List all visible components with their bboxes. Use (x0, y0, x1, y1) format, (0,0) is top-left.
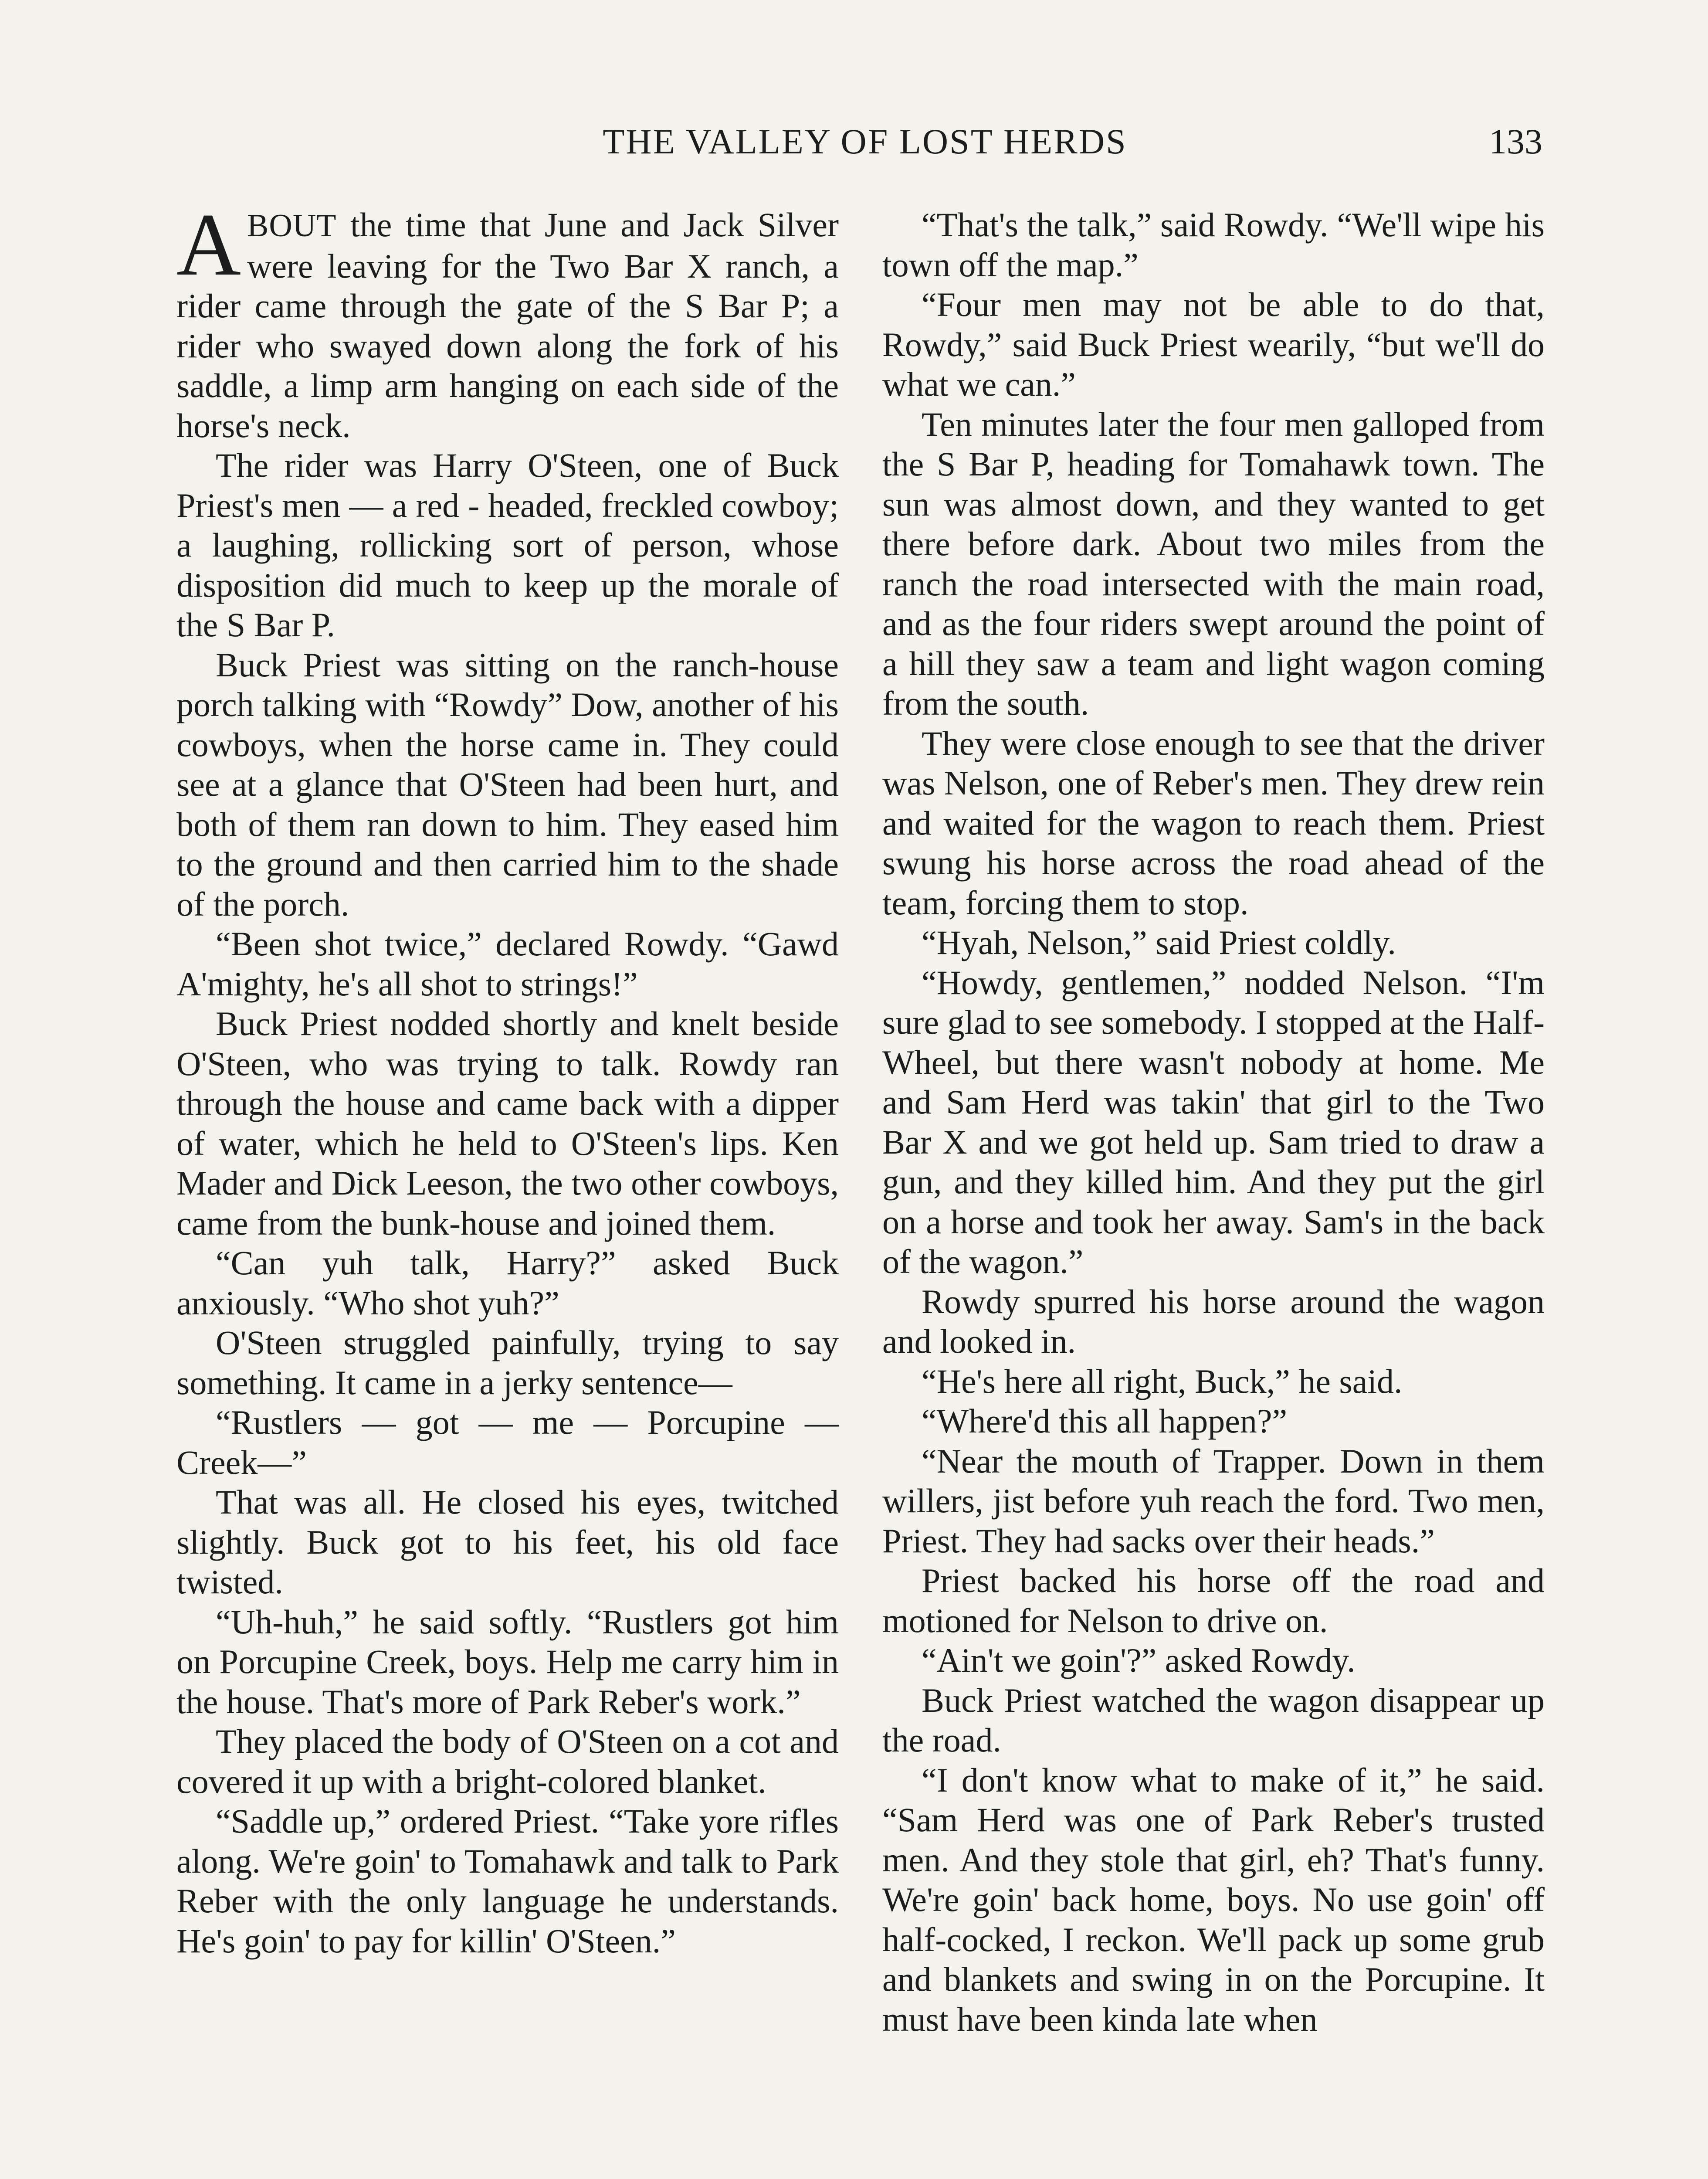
left-column (176, 195, 839, 2179)
paragraph: “Hyah, Nelson,” said Priest coldly. (922, 923, 1396, 961)
paragraph: The rider was Harry O'Steen, one of Buck Priest's men — a red - headed, freckled cowboy; a laughing, rollicking sort of person, whose disposition did much to keep up the morale of the S Bar P. (176, 446, 839, 644)
paragraph: “Ain't we goin'?” asked Rowdy. (922, 1641, 1356, 1679)
paragraph: “Howdy, gentlemen,” nodded Nelson. “I'm sure glad to see somebody. I stopped at the Half-Wheel, but there wasn't nobody at home. Me and Sam Herd was takin' that girl to the Two Bar X and we got held up. Sam tried to draw a gun, and they killed him. And they put the girl on a horse and took her away. Sam's in the back of the wagon.” (882, 963, 1545, 1280)
paragraph: “Four men may not be able to do that, Rowdy,” said Buck Priest wearily, “but we'll do what we can.” (882, 285, 1545, 403)
opening-paragraph (176, 195, 839, 445)
paragraph: They placed the body of O'Steen on a cot and covered it up with a bright-colored blanket. (176, 1722, 839, 1800)
paragraph: “Uh-huh,” he said softly. “Rustlers got him on Porcupine Creek, boys. Help me carry him in the house. That's more of Park Reber's work.” (176, 1602, 839, 1721)
paragraph-text: the time that June and Jack Silver were leaving for the Two Bar X ranch, a rider came through the gate of the S Bar P; a rider who swayed down along the fork of his saddle, a limp arm hanging on each side of the horse's neck. (176, 206, 839, 445)
paragraph: Buck Priest nodded shortly and knelt beside O'Steen, who was trying to talk. Rowdy ran through the house and came back with a dipper of water, which he held to O'Steen's lips. Ken Mader and Dick Leeson, the two other cowboys, came from the bunk-house and joined them. (176, 1005, 839, 1242)
paragraph: “Been shot twice,” declared Rowdy. “Gawd A'mighty, he's all shot to strings!” (176, 925, 839, 1003)
opening-smallcaps: BOUT (247, 208, 337, 244)
paragraph: Buck Priest was sitting on the ranch-house porch talking with “Rowdy” Dow, another of his cowboys, when the horse came in. They could see at a glance that O'Steen had been hurt, and both of them ran down to him. They eased him to the ground and then carried him to the shade of the porch. (176, 645, 839, 923)
paragraph: Ten minutes later the four men galloped from the S Bar P, heading for Tomahawk town. The sun was almost down, and they wanted to get there before dark. About two miles from the ranch the road intersected with the main road, and as the four riders swept around the point of a hill they saw a team and light wagon coming from the south. (882, 405, 1545, 722)
paragraph: “Saddle up,” ordered Priest. “Take yore rifles along. We're goin' to Tomahawk and talk to Park Reber with the only language he understands. He's goin' to pay for killin' O'Steen.” (176, 1802, 839, 1960)
paragraph: “Near the mouth of Trapper. Down in them willers, jist before yuh reach the ford. Two men, Priest. They had sacks over their heads.” (882, 1442, 1545, 1560)
paragraph: That was all. He closed his eyes, twitched slightly. Buck got to his feet, his old face twisted. (176, 1483, 839, 1601)
page-header (0, 118, 1708, 166)
paragraph: They were close enough to see that the driver was Nelson, one of Reber's men. They drew rein and waited for the wagon to reach them. Priest swung his horse across the road ahead of the team, forcing them to stop. (882, 724, 1545, 922)
paragraph: “That's the talk,” said Rowdy. “We'll wipe his town off the map.” (882, 206, 1545, 284)
paragraph: “I don't know what to make of it,” he said. “Sam Herd was one of Park Reber's trusted men. And they stole that girl, eh? That's funny. We're goin' back home, boys. No use goin' off half-cocked, I reckon. We'll pack up some grub and blankets and swing in on the Porcupine. It must have been kinda late when (882, 1761, 1545, 2038)
paragraph: Priest backed his horse off the road and motioned for Nelson to drive on. (882, 1561, 1545, 1639)
running-title: THE VALLEY OF LOST HERDS (603, 122, 1127, 161)
paragraph: “Rustlers — got — me — Porcupine — Creek—” (176, 1403, 839, 1481)
paragraph: Buck Priest watched the wagon disappear up the road. (882, 1681, 1545, 1759)
paragraph: “Can yuh talk, Harry?” asked Buck anxiously. “Who shot yuh?” (176, 1244, 839, 1322)
paragraph: “Where'd this all happen?” (922, 1402, 1288, 1440)
right-column (882, 205, 1545, 2179)
paragraph: Rowdy spurred his horse around the wagon and looked in. (882, 1282, 1545, 1360)
page-number: 133 (1489, 122, 1542, 161)
paragraph: “He's here all right, Buck,” he said. (922, 1362, 1403, 1400)
paragraph: O'Steen struggled painfully, trying to say something. It came in a jerky sentence— (176, 1324, 839, 1402)
drop-cap: A (176, 195, 241, 294)
